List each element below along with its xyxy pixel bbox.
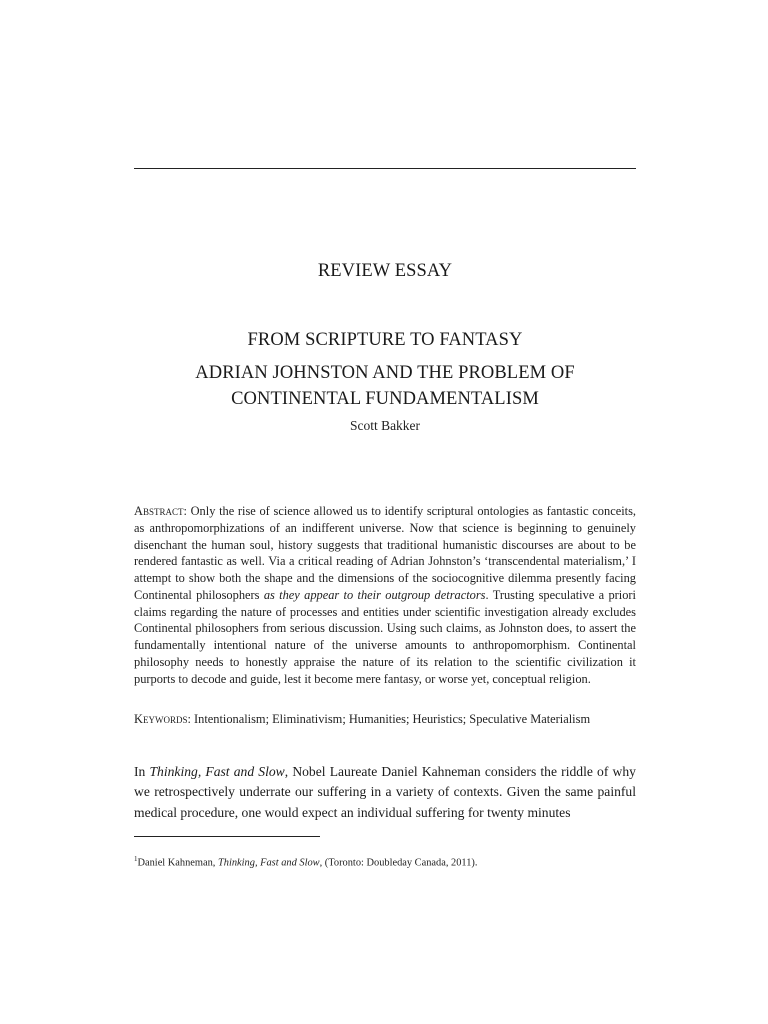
abstract-italic: as they appear to their outgroup detractors (263, 587, 486, 602)
top-rule (134, 168, 636, 169)
keywords-text: : Intentionalism; Eliminativism; Humanities; Heuristics; Speculative Materialism (187, 712, 591, 726)
author-name: Scott Bakker (349, 418, 421, 433)
body-book-title: Thinking, Fast and Slow (149, 764, 285, 779)
essay-subtitle (134, 360, 636, 412)
subtitle-line-2: CONTINENTAL FUNDAMENTALISM (231, 389, 539, 409)
abstract-paragraph (134, 503, 636, 687)
footnote (134, 852, 636, 870)
footnote-book-title: Thinking, Fast and Slow (218, 857, 320, 869)
body-paragraph (134, 762, 636, 823)
essay-title: FROM SCRIPTURE TO FANTASY (247, 330, 523, 350)
abstract-text-2: . Trusting speculative a priori claims regarding the nature of processes and entities under scientific investigation already excludes Continental philosophers from serious discussion. Using such claims, as Johnston does, to assert the fundamentally intentional nature of the universe amounts to anthropomorphism. Continental philosophy needs to honestly appraise the nature of its relation to the scientific civilization it purports to decode and guide, lest it become mere fantasy, or worse yet, conceptual religion. (134, 587, 637, 686)
footnote-author: Daniel Kahneman, (137, 857, 218, 869)
abstract-text-1: : Only the rise of science allowed us to identify scriptural ontologies as fantastic conceits, as anthropomorphizations of an indifferent universe. Now that science is beginning to genuinely disenchant the human soul, history suggests that traditional humanistic discourses are about to be rendered fantastic as well. Via a critical reading of Adrian Johnston’s ‘transcendental materialism,’ I attempt to show both the shape and the dimensions of the sociocognitive dilemma presently facing Continental philosophers (134, 504, 636, 602)
keywords-label: Keywords (134, 712, 188, 726)
subtitle-line-1: ADRIAN JOHNSTON AND THE PROBLEM OF (195, 363, 575, 383)
body-prefix: In (134, 764, 150, 779)
section-label: REVIEW ESSAY (317, 261, 453, 281)
footnote-rule (134, 836, 320, 837)
keywords-paragraph (134, 711, 636, 728)
footnote-citation: , (Toronto: Doubleday Canada, 2011). (319, 857, 478, 869)
footnote-marker: 1 (134, 855, 138, 863)
abstract-label: Abstract (134, 504, 184, 518)
body-text: , Nobel Laureate Daniel Kahneman considers the riddle of why we retrospectively underrate our suffering in a variety of contexts. Given the same painful medical procedure, one would expect an individual suffering for twenty minutes (134, 764, 636, 820)
